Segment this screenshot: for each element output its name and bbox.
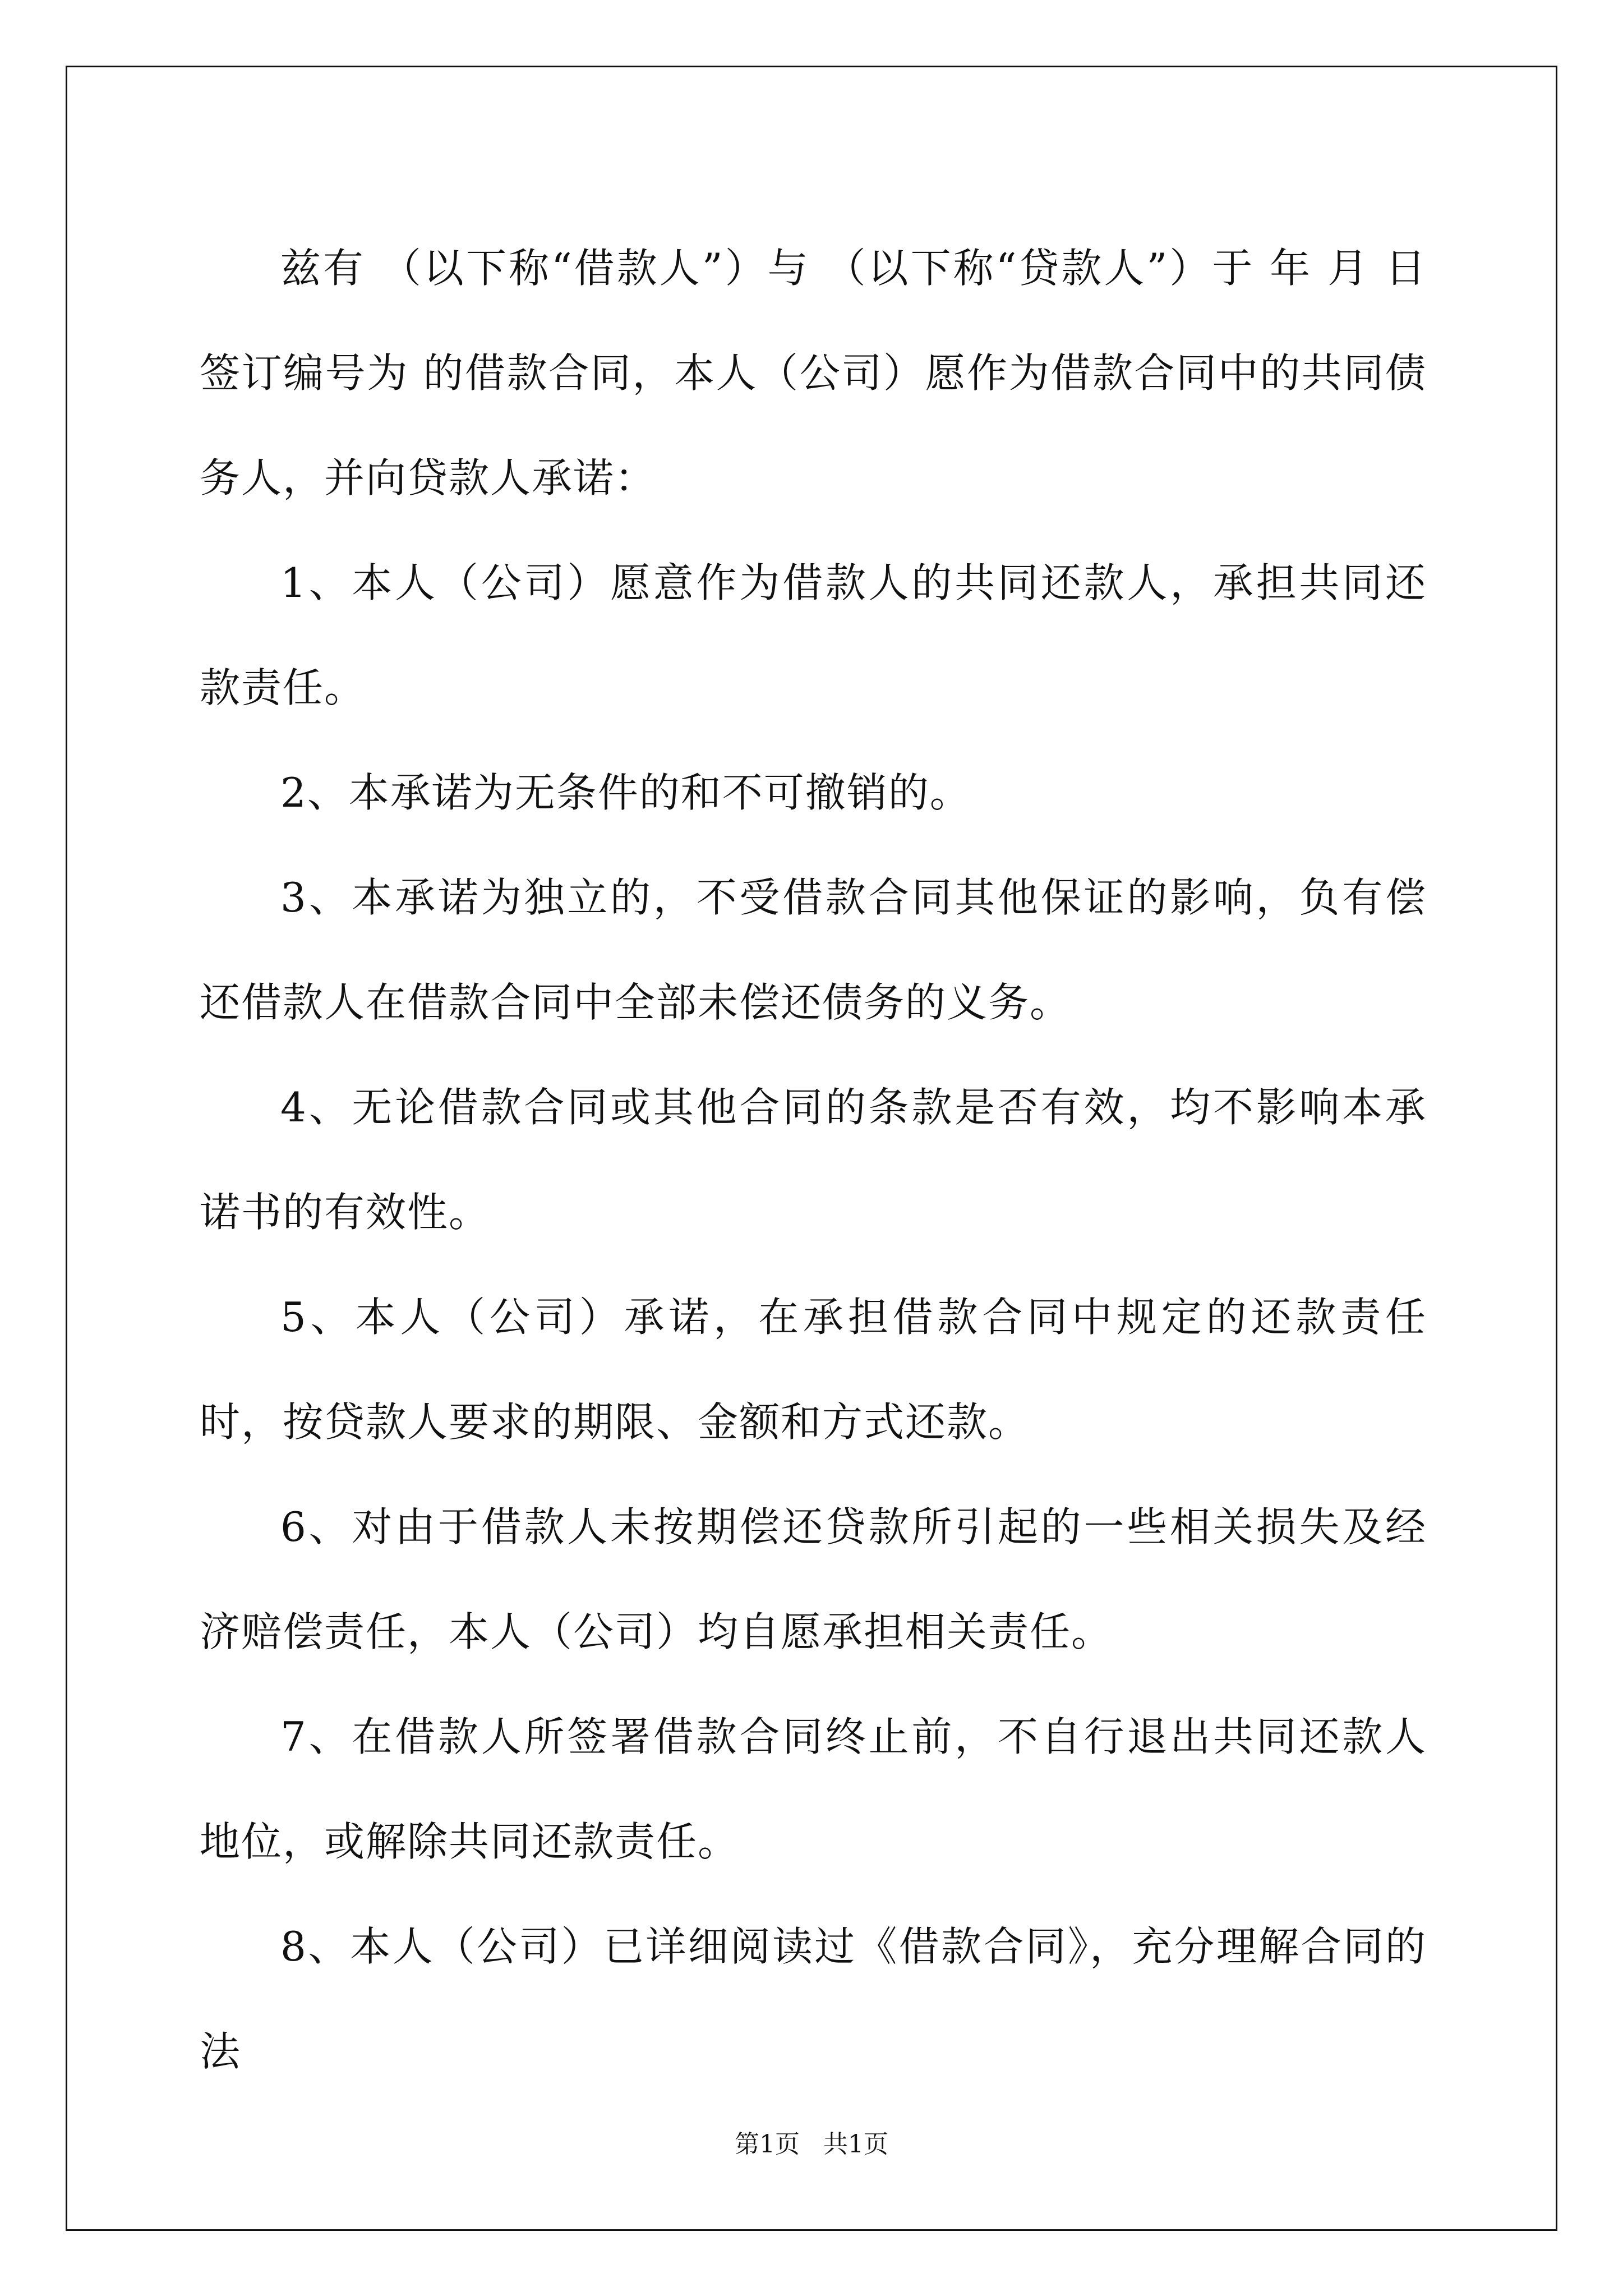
paragraph-clause-2: 2、本承诺为无条件的和不可撤销的。 xyxy=(280,769,971,816)
paragraph-clause-3: 3、本承诺为独立的，不受借款合同其他保证的影响，负有偿还借款人在借款合同中全部未偿还债务的义务。 xyxy=(200,874,1427,1026)
paragraph-clause-8: 8、本人（公司）已详细阅读过《借款合同》，充分理解合同的法 xyxy=(200,1923,1427,2075)
page-footer: 第1页 共1页 xyxy=(735,2130,888,2159)
paragraph-clause-1: 1、本人（公司）愿意作为借款人的共同还款人，承担共同还款责任。 xyxy=(200,559,1427,711)
paragraph-intro: 兹有 （以下称“借款人”）与 （以下称“贷款人”）于 年 月 日签订编号为 的借款合同，本人（公司）愿作为借款合同中的共同债务人，并向贷款人承诺： xyxy=(200,245,1427,501)
paragraph-clause-4: 4、无论借款合同或其他合同的条款是否有效，均不影响本承诺书的有效性。 xyxy=(200,1084,1427,1236)
document-body xyxy=(200,216,1427,2104)
paragraph-clause-6: 6、对由于借款人未按期偿还贷款所引起的一些相关损失及经济赔偿责任，本人（公司）均自愿承担相关责任。 xyxy=(200,1503,1427,1655)
paragraph-clause-7: 7、在借款人所签署借款合同终止前，不自行退出共同还款人地位，或解除共同还款责任。 xyxy=(200,1713,1427,1865)
paragraph-clause-5: 5、本人（公司）承诺，在承担借款合同中规定的还款责任时，按贷款人要求的期限、金额和方式还款。 xyxy=(200,1294,1427,1446)
